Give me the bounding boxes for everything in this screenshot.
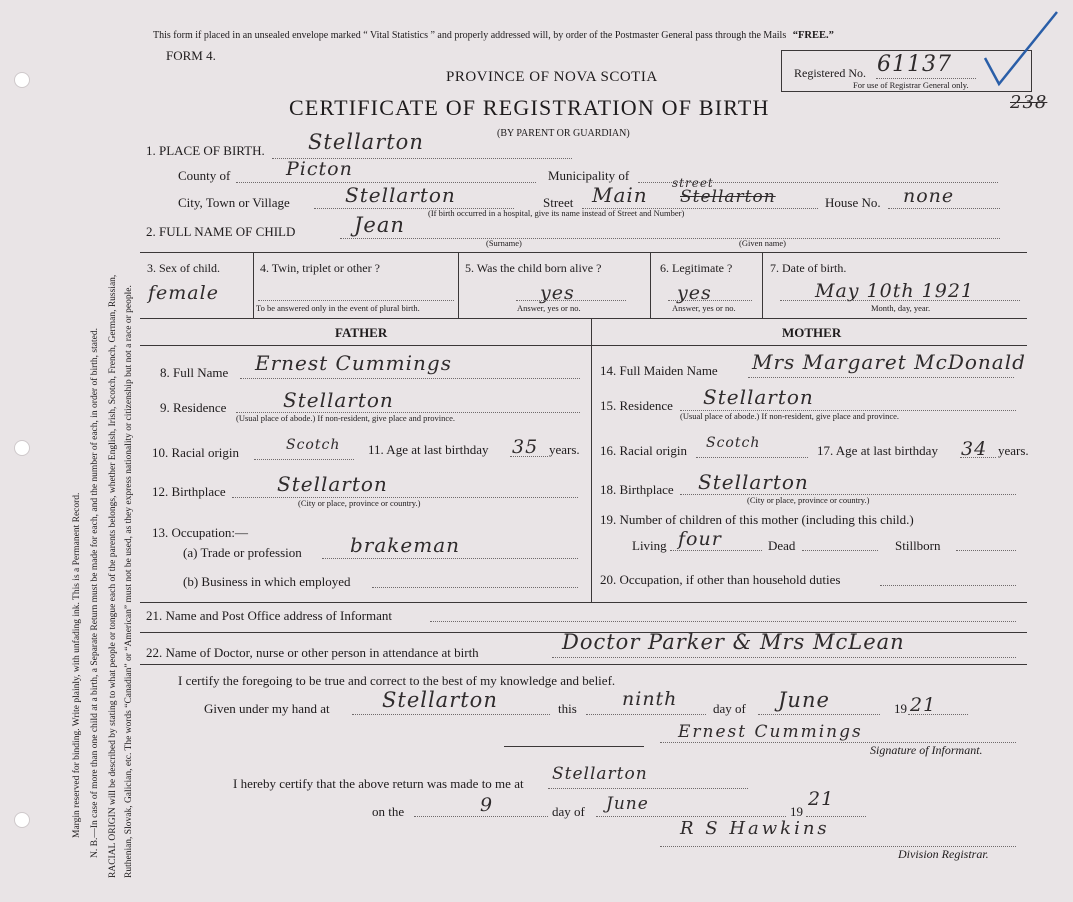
county-label: County of bbox=[178, 168, 231, 183]
trade-value: brakeman bbox=[350, 533, 461, 557]
twin-note: To be answered only in the event of plural birth. bbox=[256, 303, 420, 313]
living-value: four bbox=[678, 528, 722, 550]
mother-birthplace-note: (City or place, province or country.) bbox=[747, 495, 870, 505]
informant-signature: Ernest Cummings bbox=[678, 722, 863, 742]
on-the-label: on the bbox=[372, 804, 405, 819]
legitimate-label: 6. Legitimate ? bbox=[660, 261, 733, 275]
father-residence-value: Stellarton bbox=[283, 388, 394, 412]
living-label: Living bbox=[632, 538, 667, 553]
mother-birthplace-value: Stellarton bbox=[698, 470, 809, 494]
registrar-year-value: 21 bbox=[808, 788, 835, 810]
registrar-month-value: June bbox=[606, 794, 649, 814]
mail-notice-text: This form if placed in an unsealed envelope marked “ Vital Statistics ” and properly addressed will, by order of the Postmaster General pass through the Mails bbox=[153, 30, 787, 41]
mother-residence-note: (Usual place of abode.) If non-resident, give place and province. bbox=[680, 411, 900, 421]
registrar-use-note: For use of Registrar General only. bbox=[853, 80, 969, 90]
trade-label: (a) Trade or profession bbox=[183, 545, 302, 560]
binding-hole-top bbox=[14, 72, 30, 88]
dead-label: Dead bbox=[768, 538, 796, 553]
alive-value: yes bbox=[540, 282, 575, 304]
twin-label: 4. Twin, triplet or other ? bbox=[260, 261, 380, 275]
date-note: Month, day, year. bbox=[871, 303, 931, 313]
children-count-label: 19. Number of children of this mother (including this child.) bbox=[600, 512, 914, 527]
child-name-label: 2. FULL NAME OF CHILD bbox=[146, 224, 296, 239]
registrar-day-value: 9 bbox=[480, 794, 494, 816]
alive-label: 5. Was the child born alive ? bbox=[465, 261, 602, 275]
legitimate-note: Answer, yes or no. bbox=[672, 303, 736, 313]
side-note-nb: N. B.—In case of more than one child at a birth, a Separate Return must be made for each, and the number of each, in order of birth, stated. bbox=[90, 328, 100, 858]
binding-hole-bottom bbox=[14, 812, 30, 828]
place-of-birth-value: Stellarton bbox=[308, 130, 424, 154]
father-age-label: 11. Age at last birthday bbox=[368, 442, 489, 457]
stillborn-label: Stillborn bbox=[895, 538, 941, 553]
month-value: June bbox=[778, 688, 830, 712]
father-age-value: 35 bbox=[512, 436, 539, 458]
date-label: 7. Date of birth. bbox=[770, 261, 847, 275]
mother-years-label: years. bbox=[998, 443, 1029, 458]
mother-name-label: 14. Full Maiden Name bbox=[600, 363, 718, 378]
mother-heading: MOTHER bbox=[782, 325, 842, 340]
mother-birthplace-label: 18. Birthplace bbox=[600, 482, 674, 497]
father-name-value: Ernest Cummings bbox=[255, 351, 452, 375]
street-label: Street bbox=[543, 195, 574, 210]
form-number: FORM 4. bbox=[166, 48, 216, 63]
corner-mark: 238 bbox=[1010, 92, 1048, 113]
municipality-label: Municipality of bbox=[548, 168, 630, 183]
father-birthplace-note: (City or place, province or country.) bbox=[298, 498, 421, 508]
side-note-binding: Margin reserved for binding. Write plainly, with unfading ink. This is a Permanent Record. bbox=[72, 492, 82, 838]
registered-label: Registered No. bbox=[794, 66, 866, 80]
certificate-subtitle: (BY PARENT OR GUARDIAN) bbox=[497, 128, 630, 139]
side-note-racial-2: Ruthenian, Slovak, Galician, etc. The words “Canadian” or “American” must not be used, as they express nationality or citizenship but not a race or people. bbox=[124, 285, 134, 878]
registrar-year-prefix: 19 bbox=[790, 804, 803, 819]
informant-label: 21. Name and Post Office address of Informant bbox=[146, 608, 392, 623]
mother-racial-label: 16. Racial origin bbox=[600, 443, 688, 458]
province-heading: PROVINCE OF NOVA SCOTIA bbox=[446, 69, 658, 85]
city-value: Stellarton bbox=[345, 183, 456, 207]
father-birthplace-label: 12. Birthplace bbox=[152, 484, 226, 499]
place-of-birth-label: 1. PLACE OF BIRTH. bbox=[146, 143, 265, 158]
mother-age-value: 34 bbox=[961, 438, 988, 460]
father-birthplace-value: Stellarton bbox=[277, 472, 388, 496]
registrar-signature-label: Division Registrar. bbox=[898, 847, 989, 861]
mother-racial-value: Scotch bbox=[706, 435, 761, 451]
registrar-place-value: Stellarton bbox=[552, 764, 648, 784]
certificate-title: CERTIFICATE OF REGISTRATION OF BIRTH bbox=[289, 95, 770, 120]
given-under-label: Given under my hand at bbox=[204, 701, 330, 716]
registrar-statement: I hereby certify that the above return was made to me at bbox=[233, 776, 524, 791]
child-name-value: Jean bbox=[354, 213, 405, 237]
mail-notice-free: “FREE.” bbox=[792, 30, 834, 41]
street-struck: Stellarton bbox=[680, 187, 776, 207]
house-value: none bbox=[903, 185, 955, 207]
given-place-value: Stellarton bbox=[382, 688, 498, 712]
father-residence-label: 9. Residence bbox=[160, 400, 227, 415]
sex-label: 3. Sex of child. bbox=[147, 261, 220, 275]
registered-number: 61137 bbox=[877, 52, 952, 77]
alive-note: Answer, yes or no. bbox=[517, 303, 581, 313]
registrar-signature: R S Hawkins bbox=[680, 818, 830, 839]
informant-signature-label: Signature of Informant. bbox=[870, 743, 983, 757]
father-occupation-label: 13. Occupation:— bbox=[152, 525, 249, 540]
mother-occupation-label: 20. Occupation, if other than household duties bbox=[600, 572, 841, 587]
house-label: House No. bbox=[825, 195, 881, 210]
mother-name-value: Mrs Margaret McDonald bbox=[752, 350, 1026, 374]
registrar-day-of-label: day of bbox=[552, 804, 585, 819]
father-residence-note: (Usual place of abode.) If non-resident, give place and province. bbox=[236, 413, 456, 423]
mail-notice bbox=[153, 30, 834, 41]
legitimate-value: yes bbox=[677, 282, 712, 304]
year-prefix: 19 bbox=[894, 701, 907, 716]
day-value: ninth bbox=[622, 688, 678, 710]
business-label: (b) Business in which employed bbox=[183, 574, 351, 589]
surname-label: (Surname) bbox=[486, 238, 522, 248]
day-of-label: day of bbox=[713, 701, 746, 716]
street-value: Main bbox=[592, 183, 648, 207]
father-name-label: 8. Full Name bbox=[160, 365, 229, 380]
check-mark bbox=[975, 8, 1065, 88]
sex-value: female bbox=[148, 282, 219, 304]
father-heading: FATHER bbox=[335, 325, 388, 340]
given-name-label: (Given name) bbox=[739, 238, 786, 248]
this-label: this bbox=[558, 701, 577, 716]
father-years-label: years. bbox=[549, 442, 580, 457]
city-label: City, Town or Village bbox=[178, 195, 290, 210]
year-value: 21 bbox=[910, 694, 937, 716]
father-racial-label: 10. Racial origin bbox=[152, 445, 240, 460]
county-value: Picton bbox=[286, 158, 353, 180]
father-racial-value: Scotch bbox=[286, 437, 341, 453]
hospital-note: (If birth occurred in a hospital, give its name instead of Street and Number) bbox=[428, 208, 685, 218]
side-note-racial-1: RACIAL ORIGIN will be described by stating to what people or tongue each of the parents belongs, whether English, Irish, Scotch, French, German, Russian, bbox=[108, 274, 118, 878]
date-value: May 10th 1921 bbox=[815, 280, 974, 302]
mother-residence-value: Stellarton bbox=[703, 385, 814, 409]
mother-age-label: 17. Age at last birthday bbox=[817, 443, 938, 458]
doctor-label: 22. Name of Doctor, nurse or other person in attendance at birth bbox=[146, 645, 479, 660]
street-insert: street bbox=[672, 176, 714, 190]
mother-residence-label: 15. Residence bbox=[600, 398, 673, 413]
certify-statement: I certify the foregoing to be true and correct to the best of my knowledge and belief. bbox=[178, 673, 616, 688]
binding-hole-middle bbox=[14, 440, 30, 456]
doctor-value: Doctor Parker & Mrs McLean bbox=[562, 630, 905, 654]
